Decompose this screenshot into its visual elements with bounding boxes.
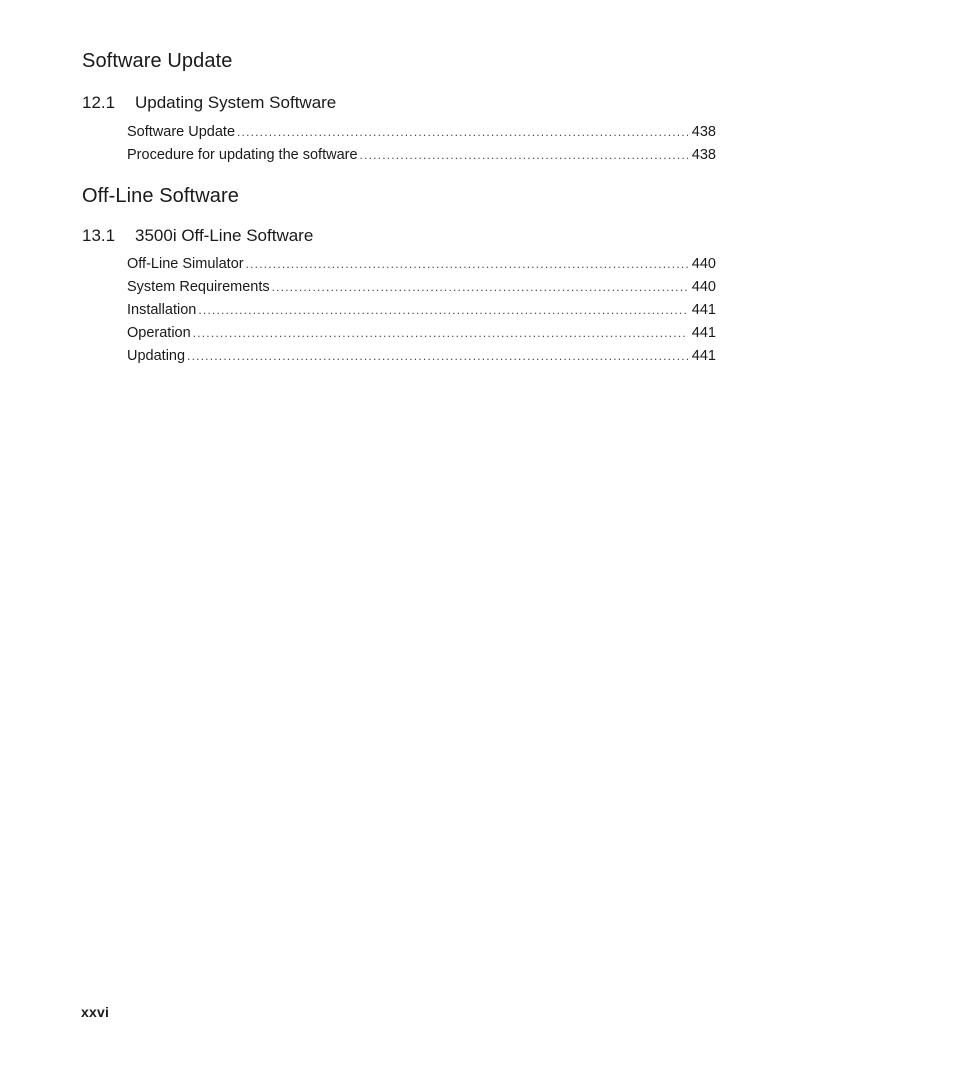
dot-leader	[193, 322, 688, 345]
section-title: Updating System Software	[135, 93, 337, 112]
toc-entry-page: 441	[691, 348, 716, 364]
section-title: 3500i Off-Line Software	[135, 226, 314, 245]
toc-entry-page: 441	[691, 302, 716, 318]
toc-entry-page: 440	[691, 256, 716, 272]
chapter-title: Software Update	[82, 50, 233, 72]
dot-leader	[246, 253, 688, 276]
toc-entry[interactable]	[127, 345, 716, 368]
toc-entry[interactable]	[127, 144, 716, 167]
toc-entry-label: Installation	[127, 302, 197, 318]
dot-leader	[272, 276, 688, 299]
dot-leader	[198, 299, 687, 322]
toc-entry[interactable]	[127, 253, 716, 276]
section-number: 13.1	[82, 226, 116, 245]
page-number: xxvi	[81, 1004, 110, 1020]
toc-entry-page: 438	[691, 124, 716, 140]
section-heading	[82, 92, 722, 114]
toc-entry-label: Updating	[127, 348, 186, 364]
toc-entry-page: 438	[691, 147, 716, 163]
toc-entry[interactable]	[127, 322, 716, 345]
toc-entry-label: Procedure for updating the software	[127, 147, 358, 163]
toc-entry-list	[82, 121, 716, 167]
toc-entry[interactable]	[127, 121, 716, 144]
toc-entry[interactable]	[127, 276, 716, 299]
dot-leader	[360, 144, 688, 167]
section-number: 12.1	[82, 93, 116, 112]
toc-entry[interactable]	[127, 299, 716, 322]
chapter-title: Off-Line Software	[82, 185, 239, 207]
toc-entry-label: Off-Line Simulator	[127, 256, 244, 272]
dot-leader	[187, 345, 688, 368]
toc-entry-page: 440	[691, 279, 716, 295]
toc-entry-label: System Requirements	[127, 279, 270, 295]
dot-leader	[237, 121, 688, 144]
toc-entry-label: Operation	[127, 325, 191, 341]
toc-entry-list	[82, 253, 716, 368]
toc-entry-label: Software Update	[127, 124, 236, 140]
table-of-contents	[82, 48, 722, 368]
toc-entry-page: 441	[691, 325, 716, 341]
section-heading	[82, 225, 722, 247]
